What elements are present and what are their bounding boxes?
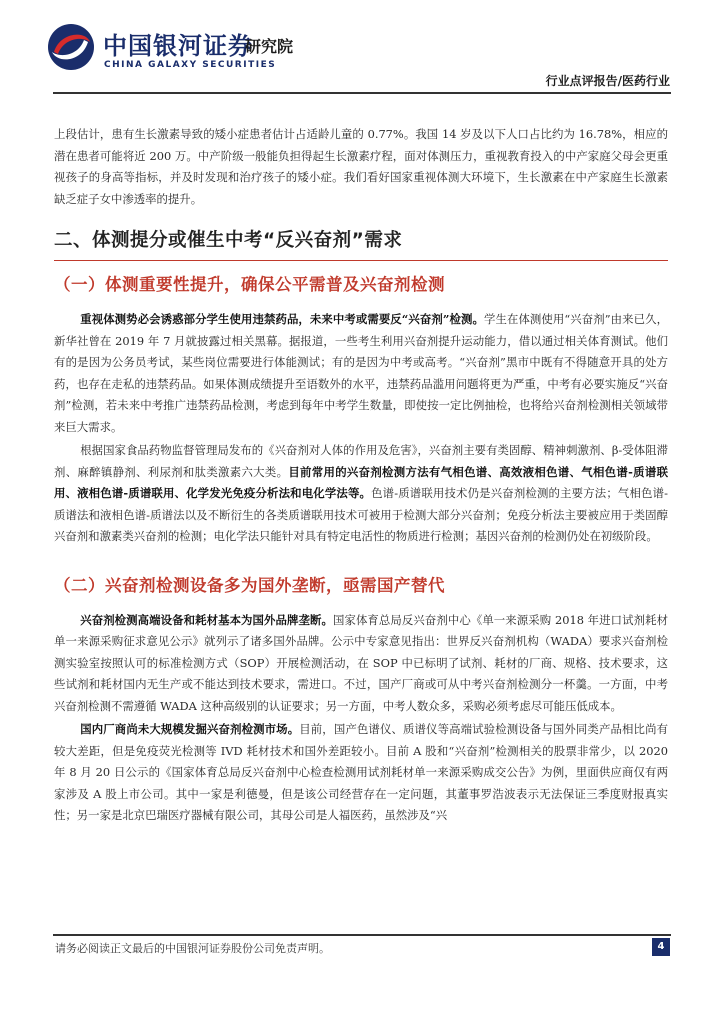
paragraph-lead: 兴奋剂检测高端设备和耗材基本为国外品牌垄断。 bbox=[80, 612, 333, 627]
paragraph-body: 根据国家食品药物监督管理局发布的《兴奋剂对人体的作用及危害》，兴奋剂主要有类固醇、精神刺激剂、β-受体阻滞剂、麻醉镇静剂、利尿剂和肽类激素六大类。 bbox=[54, 443, 668, 479]
page-number: 4 bbox=[652, 938, 670, 956]
paragraph bbox=[54, 719, 668, 827]
paragraph bbox=[54, 440, 668, 548]
paragraph-body: 国家体育总局反兴奋剂中心《单一来源采购 2018 年进口试剂耗材单一来源采购征求意见公示》就列示了诸多国外品牌。公示中专家意见指出：世界反兴奋剂机构（WADA）要求兴奋剂检测实验室按照认可的标准检测方式（SOP）开展检测活动，在 SOP 中已标明了试剂、耗材的厂商、规格、技术要求，这些试剂和耗材国内无生产或不能达到技术要求，需进口。不过，国产厂商或可从中考兴奋剂检测分一杯羹。一方面，中考兴奋剂检测不需遵循 WADA 这种高级别的认证要求；另一方面，中考人数众多，采购必须考虑尽可能压低成本。 bbox=[54, 612, 668, 713]
galaxy-logo-icon bbox=[46, 22, 96, 72]
paragraph bbox=[54, 610, 668, 718]
brand-name-cn: 中国银河证券 bbox=[103, 32, 253, 60]
brand-name-en: CHINA GALAXY SECURITIES bbox=[104, 60, 277, 70]
subsection-title-1: （一）体测重要性提升，确保公平需普及兴奋剂检测 bbox=[54, 275, 445, 294]
paragraph-body: 色谱-质谱联用技术仍是兴奋剂检测的主要方法；气相色谱-质谱法和液相色谱-质谱法以及不断衍生的各类质谱联用技术可被用于检测大部分兴奋剂；免疫分析法主要被应用于类固醇兴奋剂和激素类兴奋剂的检测；电化学法只能针对具有特定电活性的物质进行检测；基因兴奋剂的检测仍处在初级阶段。 bbox=[54, 486, 668, 543]
section-title: 二、体测提分或催生中考“反兴奋剂”需求 bbox=[54, 230, 403, 251]
main-content bbox=[54, 124, 668, 829]
page-header bbox=[0, 0, 724, 100]
paragraph-body: 学生在体测使用“兴奋剂”由来已久，新华社曾在 2019 年 7 月就披露过相关黑幕。据报道，一些考生利用兴奋剂提升运动能力，借以通过相关体育测试。他们有的是因为公务员考试，某些岗位需要进行体能测试；有的是因为中考或高考。“兴奋剂”黑市中既有不得随意开具的处方药，也存在走私的违禁药品。如果体测成绩提升至语数外的水平，违禁药品滥用问题将更为严重，中考有必要实施反“兴奋剂”检测，若未来中考推广违禁药品检测，考虑到每年中考学生数量，即使按一定比例抽检，也将给兴奋剂检测相关领域带来巨大需求。 bbox=[54, 312, 668, 434]
paragraph-lead: 国内厂商尚未大规模发掘兴奋剂检测市场。 bbox=[80, 722, 300, 736]
paragraph-highlight: 目前常用的兴奋剂检测方法有气相色谱、高效液相色谱、气相色谱-质谱联用、液相色谱-质谱联用、化学发光免疫分析法和电化学法等。 bbox=[54, 464, 668, 500]
intro-paragraph: 上段估计，患有生长激素导致的矮小症患者估计占适龄儿童的 0.77%。我国 14 岁及以下人口占比约为 16.78%，相应的潜在患者可能将近 200 万。中产阶级一般能负担得起生长激素疗程，面对体测压力，重视教育投入的中产家庭父母会更重视孩子的身高等指标，并及时发现和治疗孩子的矮小症。我们看好国家重视体测大环境下，生长激素在中产家庭生长激素缺乏症子女中渗透率的提升。 bbox=[54, 127, 668, 206]
institute-label: 研究院 bbox=[245, 37, 294, 56]
paragraph-body: 目前，国产色谱仪、质谱仪等高端试验检测设备与国外同类产品相比尚有较大差距，但是免疫荧光检测等 IVD 耗材技术和国外差距较小。目前 A 股和“兴奋剂”检测相关的股票非常少，以 2020 年 8 月 20 日公示的《国家体育总局反兴奋剂中心检查检测用试剂耗材单一来源采购成交公告》为例，里面供应商仅有两家涉及 A 股上市公司。其中一家是利德曼，但是该公司经营存在一定问题，其董事罗浩波表示无法保证三季度财报真实性；另一家是北京巴瑞医疗器械有限公司，其母公司是人福医药，虽然涉及“兴 bbox=[54, 722, 668, 822]
header-divider bbox=[53, 92, 671, 94]
paragraph-lead: 重视体测势必会诱惑部分学生使用违禁药品，未来中考或需要反“兴奋剂”检测。 bbox=[80, 312, 484, 326]
section-divider bbox=[54, 260, 668, 261]
footer-disclaimer: 请务必阅读正文最后的中国银河证券股份公司免责声明。 bbox=[55, 942, 330, 955]
footer-divider bbox=[53, 934, 671, 936]
subsection-title-2: （二）兴奋剂检测设备多为国外垄断，亟需国产替代 bbox=[54, 575, 445, 595]
report-type: 行业点评报告/医药行业 bbox=[545, 74, 670, 88]
paragraph bbox=[54, 309, 668, 438]
